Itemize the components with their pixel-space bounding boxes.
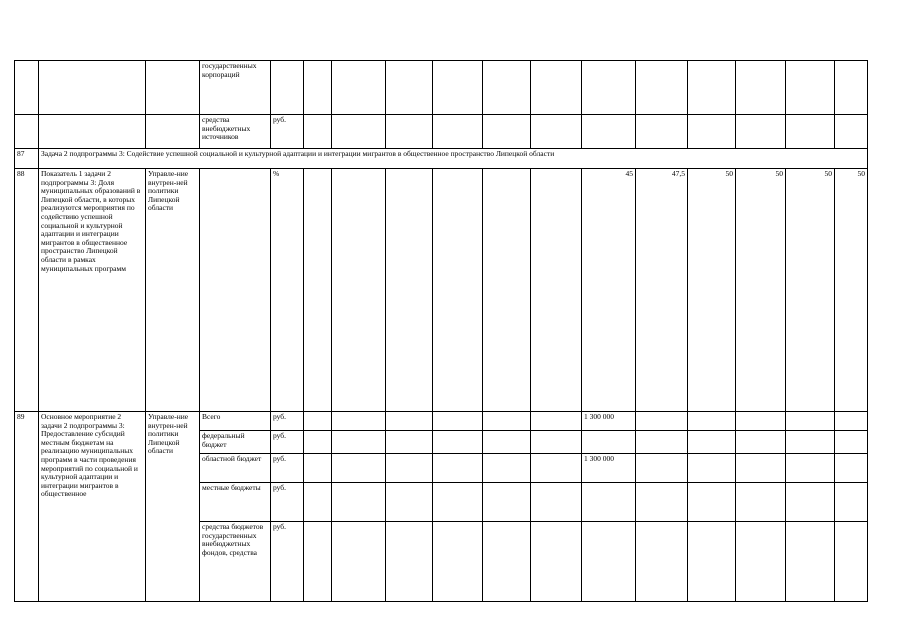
cell-unit <box>271 61 304 115</box>
value-cell: 50 <box>736 169 786 412</box>
cell-exec <box>146 115 200 149</box>
measure-name: Основное мероприятие 2 задачи 2 подпрограммы 3: Предоставление субсидий местным бюджетам на реализацию муниципальных программ в части проведения мероприятий по социальной и культурной адаптации и интеграции мигрантов в общественное <box>39 412 146 602</box>
source-label: местные бюджеты <box>200 483 271 522</box>
executor: Управле-ние внутрен-ней политики Липецкой области <box>146 169 200 412</box>
table-row <box>15 115 868 149</box>
source-label: областной бюджет <box>200 454 271 483</box>
cell-exec <box>146 61 200 115</box>
cell-num <box>15 115 39 149</box>
unit-cell: руб. <box>271 412 304 431</box>
task-heading: Задача 2 подпрограммы 3: Содействие успешной социальной и культурной адаптации и интеграции мигрантов в общественное пространство Липецкой области <box>39 149 868 169</box>
table-row-89 <box>15 412 868 431</box>
unit-cell: руб. <box>271 522 304 602</box>
table-row-88 <box>15 169 868 412</box>
executor: Управле-ние внутрен-ней политики Липецкой области <box>146 412 200 602</box>
unit-cell: руб. <box>271 454 304 483</box>
cell-num <box>15 61 39 115</box>
budget-table <box>14 60 868 602</box>
value-cell <box>582 431 636 454</box>
unit-cell: руб. <box>271 483 304 522</box>
value-cell: 50 <box>835 169 868 412</box>
value-cell: 47,5 <box>636 169 688 412</box>
cell-source: средства внебюджетных источников <box>200 115 271 149</box>
cell-name <box>39 61 146 115</box>
row-number: 87 <box>15 149 39 169</box>
cell-unit: руб. <box>271 115 304 149</box>
row-number: 88 <box>15 169 39 412</box>
cell-source <box>200 169 271 412</box>
table-row <box>15 61 868 115</box>
unit-cell: руб. <box>271 431 304 454</box>
value-cell: 1 300 000 <box>582 412 636 431</box>
cell-name <box>39 115 146 149</box>
value-cell: 50 <box>786 169 835 412</box>
table-row-87 <box>15 149 868 169</box>
cell-source: государственных корпораций <box>200 61 271 115</box>
unit-cell: % <box>271 169 304 412</box>
value-cell: 45 <box>582 169 636 412</box>
row-number: 89 <box>15 412 39 602</box>
source-label: федеральный бюджет <box>200 431 271 454</box>
value-cell: 1 300 000 <box>582 454 636 483</box>
source-label: средства бюджетов государственных внебюджетных фондов, средства <box>200 522 271 602</box>
value-cell <box>582 483 636 522</box>
indicator-name: Показатель 1 задачи 2 подпрограммы 3: Доля муниципальных образований в Липецкой области, в которых реализуются мероприятия по содействию успешной социальной и культурной адаптации и интеграции мигрантов в общественное пространство Липецкой области в рамках муниципальных программ <box>39 169 146 412</box>
source-label: Всего <box>200 412 271 431</box>
value-cell: 50 <box>688 169 736 412</box>
value-cell <box>582 522 636 602</box>
